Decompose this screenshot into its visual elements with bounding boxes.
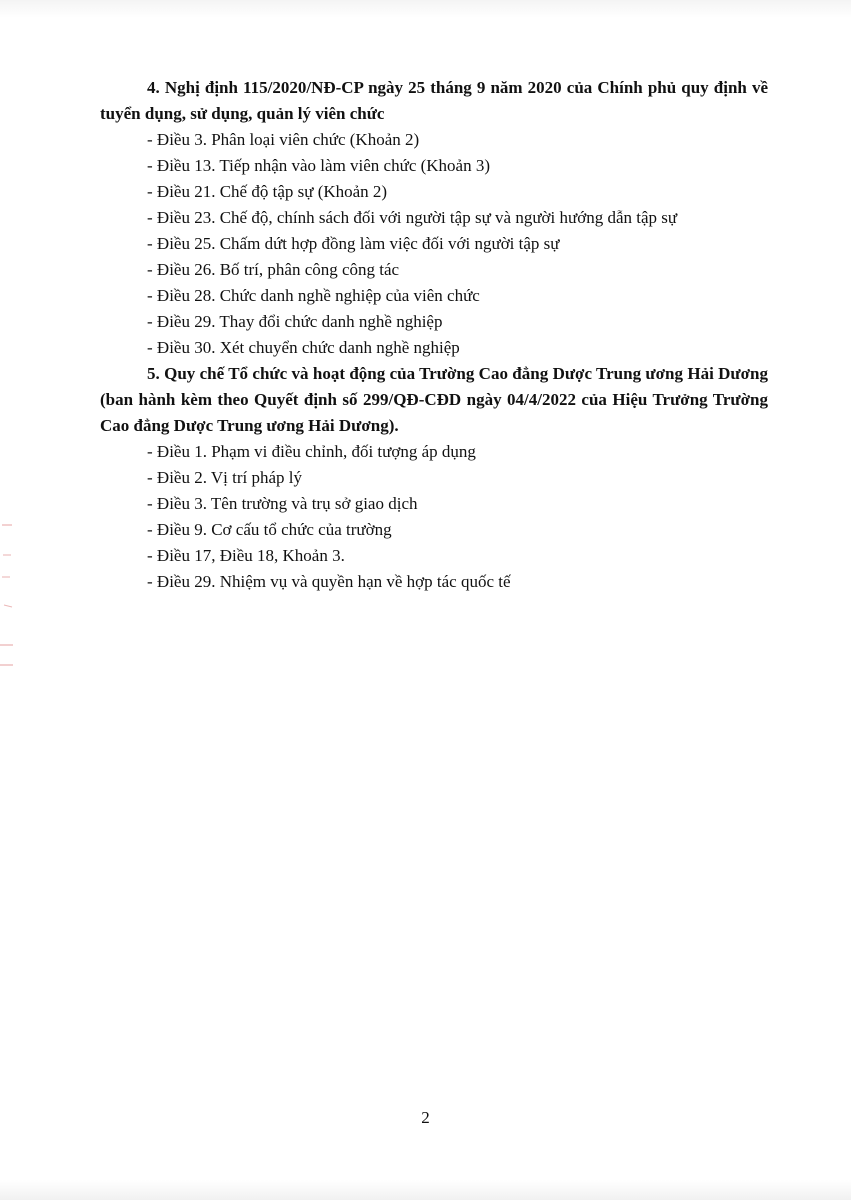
page-number: 2	[421, 1108, 430, 1127]
list-item: - Điều 25. Chấm dứt hợp đồng làm việc đối với người tập sự	[147, 234, 560, 253]
list-item: - Điều 9. Cơ cấu tổ chức của trường	[147, 520, 392, 539]
list-item: - Điều 1. Phạm vi điều chỉnh, đối tượng áp dụng	[147, 442, 476, 461]
list-item: - Điều 28. Chức danh nghề nghiệp của viên chức	[147, 286, 480, 305]
list-item: - Điều 23. Chế độ, chính sách đối với người tập sự và người hướng dẫn tập sự	[147, 208, 678, 227]
section-4	[100, 75, 768, 361]
list-item: - Điều 30. Xét chuyển chức danh nghề nghiệp	[147, 338, 460, 357]
list-item: - Điều 3. Phân loại viên chức (Khoản 2)	[147, 130, 420, 149]
list-item: - Điều 2. Vị trí pháp lý	[147, 468, 303, 487]
section-heading: 4. Nghị định 115/2020/NĐ-CP ngày 25 tháng 9 năm 2020 của Chính phủ quy định về tuyển dụng, sử dụng, quản lý viên chức	[100, 78, 768, 123]
section-heading: 5. Quy chế Tổ chức và hoạt động của Trường Cao đẳng Dược Trung ương Hải Dương (ban hành kèm theo Quyết định số 299/QĐ-CĐD ngày 04/4/2022 của Hiệu Trưởng Trường Cao đẳng Dược Trung ương Hải Dương).	[100, 364, 768, 435]
list-item: - Điều 21. Chế độ tập sự (Khoản 2)	[147, 182, 388, 201]
list-item: - Điều 29. Nhiệm vụ và quyền hạn về hợp tác quốc tế	[147, 572, 511, 591]
stamp-mark	[0, 515, 14, 675]
list-item: - Điều 17, Điều 18, Khoản 3.	[147, 546, 345, 565]
document-body	[100, 75, 768, 595]
section-5	[100, 361, 768, 595]
list-item: - Điều 26. Bố trí, phân công công tác	[147, 260, 400, 279]
list-item: - Điều 29. Thay đổi chức danh nghề nghiệp	[147, 312, 443, 331]
list-item: - Điều 13. Tiếp nhận vào làm viên chức (Khoản 3)	[147, 156, 491, 175]
list-item: - Điều 3. Tên trường và trụ sở giao dịch	[147, 494, 418, 513]
